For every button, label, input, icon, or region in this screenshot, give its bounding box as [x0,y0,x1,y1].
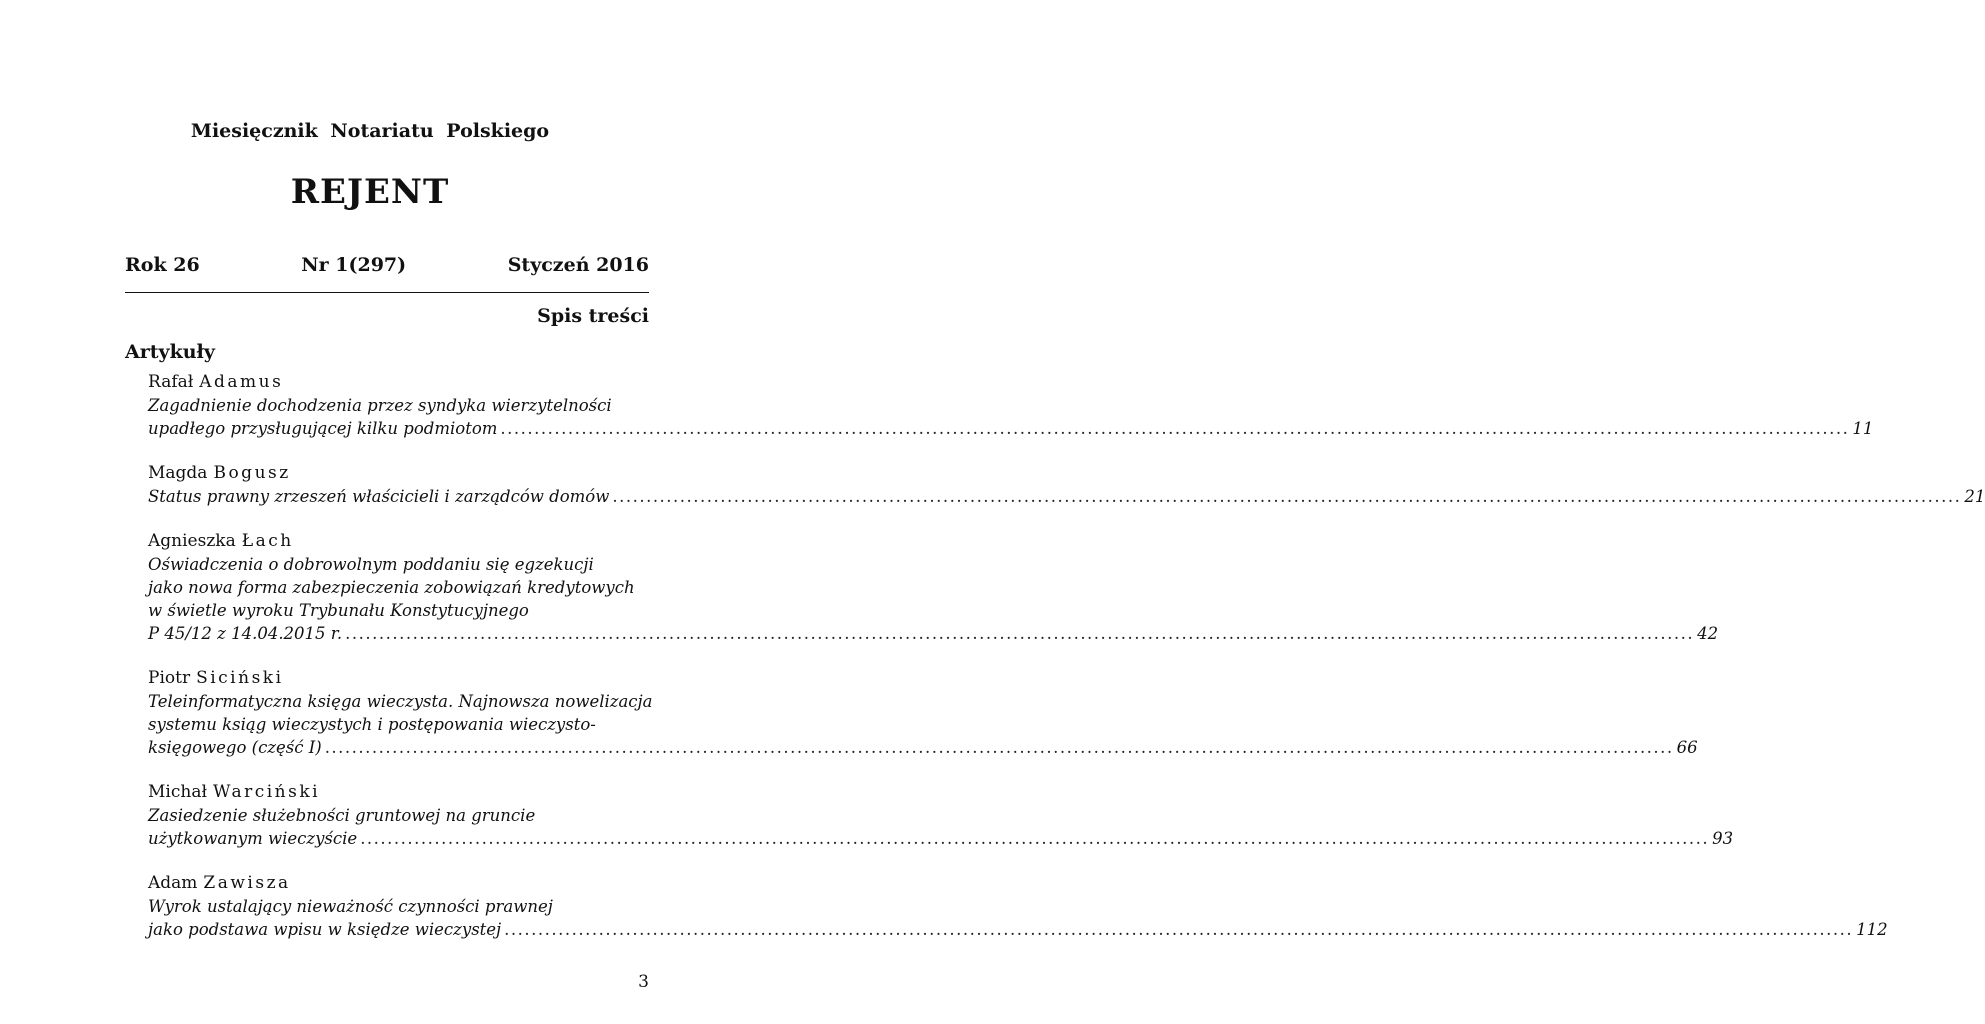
entry-title-last-line [148,417,1874,440]
journal-title: REJENT [290,172,450,212]
entry-author [148,462,649,485]
entry-title-line: Wyrok ustalający nieważność czynności prawnej [148,897,553,916]
entry-title-line: Oświadczenia o dobrowolnym poddaniu się egzekucji [148,555,594,574]
toc-entry [148,530,1719,645]
toc-heading: Spis treści [537,305,649,327]
issue-info-row [125,254,649,276]
entry-title-last-line [148,622,1719,645]
entry-title-last-line [148,485,1985,508]
author-last-name: Siciński [196,668,284,688]
author-last-name: Łach [241,531,294,551]
author-first-name: Adam [148,873,198,893]
entry-title-text: upadłego przysługującej kilku podmiotom [148,419,498,438]
toc-entry [148,781,1734,850]
entry-title-last-line [148,918,1888,941]
entry-author [148,667,649,690]
entry-title-line: systemu ksiąg wieczystych i postępowania wieczysto- [148,715,596,734]
author-first-name: Piotr [148,668,191,688]
entry-page-number: 112 [1856,920,1888,939]
author-first-name: Rafał [148,372,194,392]
author-first-name: Michał [148,782,207,802]
dot-leader: ........................................................................................................................................................................................................ [612,487,1962,506]
entry-title-text: Status prawny zrzeszeń właścicieli i zarządców domów [148,487,610,506]
toc-entries [148,371,1985,963]
entry-title-line: Zasiedzenie służebności gruntowej na gruncie [148,806,536,825]
entry-title-text: księgowego (część I) [148,738,322,757]
dot-leader: ........................................................................................................................................................................................................ [360,829,1710,848]
entry-title-text: P 45/12 z 14.04.2015 r. [148,624,343,643]
author-last-name: Zawisza [203,873,291,893]
entry-title-last-line [148,736,1698,759]
entry-title-line: Teleinformatyczna księga wieczysta. Najnowsza nowelizacja [148,692,653,711]
entry-author [148,781,649,804]
entry-title-text: użytkowanym wieczyście [148,829,358,848]
entry-title-line: w świetle wyroku Trybunału Konstytucyjnego [148,601,529,620]
dot-leader: ........................................................................................................................................................................................................ [500,419,1850,438]
issue-date: Styczeń 2016 [507,254,649,276]
author-last-name: Adamus [199,372,284,392]
entry-title-line: jako nowa forma zabezpieczenia zobowiązań kredytowych [148,578,635,597]
author-last-name: Warciński [212,782,321,802]
issue-number: Nr 1(297) [301,254,407,276]
entry-page-number: 66 [1676,738,1698,757]
dot-leader: ........................................................................................................................................................................................................ [324,738,1674,757]
entry-author [148,371,649,394]
entry-title-text: jako podstawa wpisu w księdze wieczystej [148,920,502,939]
author-last-name: Bogusz [213,463,291,483]
entry-page-number: 21 [1964,487,1985,506]
section-heading: Artykuły [125,341,215,363]
issue-year: Rok 26 [125,254,200,276]
author-first-name: Magda [148,463,208,483]
toc-entry [148,371,1874,440]
author-first-name: Agnieszka [148,531,236,551]
entry-author [148,872,649,895]
journal-subtitle: Miesięcznik Notariatu Polskiego [190,120,550,142]
entry-title-line: Zagadnienie dochodzenia przez syndyka wierzytelności [148,396,612,415]
entry-author [148,530,649,553]
toc-entry [148,667,1698,759]
dot-leader: ........................................................................................................................................................................................................ [504,920,1854,939]
page-number: 3 [638,972,649,992]
entry-title-last-line [148,827,1734,850]
toc-entry [148,462,1985,508]
entry-page-number: 93 [1712,829,1734,848]
entry-page-number: 11 [1852,419,1874,438]
header-divider [125,292,649,293]
toc-entry [148,872,1888,941]
dot-leader: ........................................................................................................................................................................................................ [345,624,1695,643]
entry-page-number: 42 [1697,624,1719,643]
